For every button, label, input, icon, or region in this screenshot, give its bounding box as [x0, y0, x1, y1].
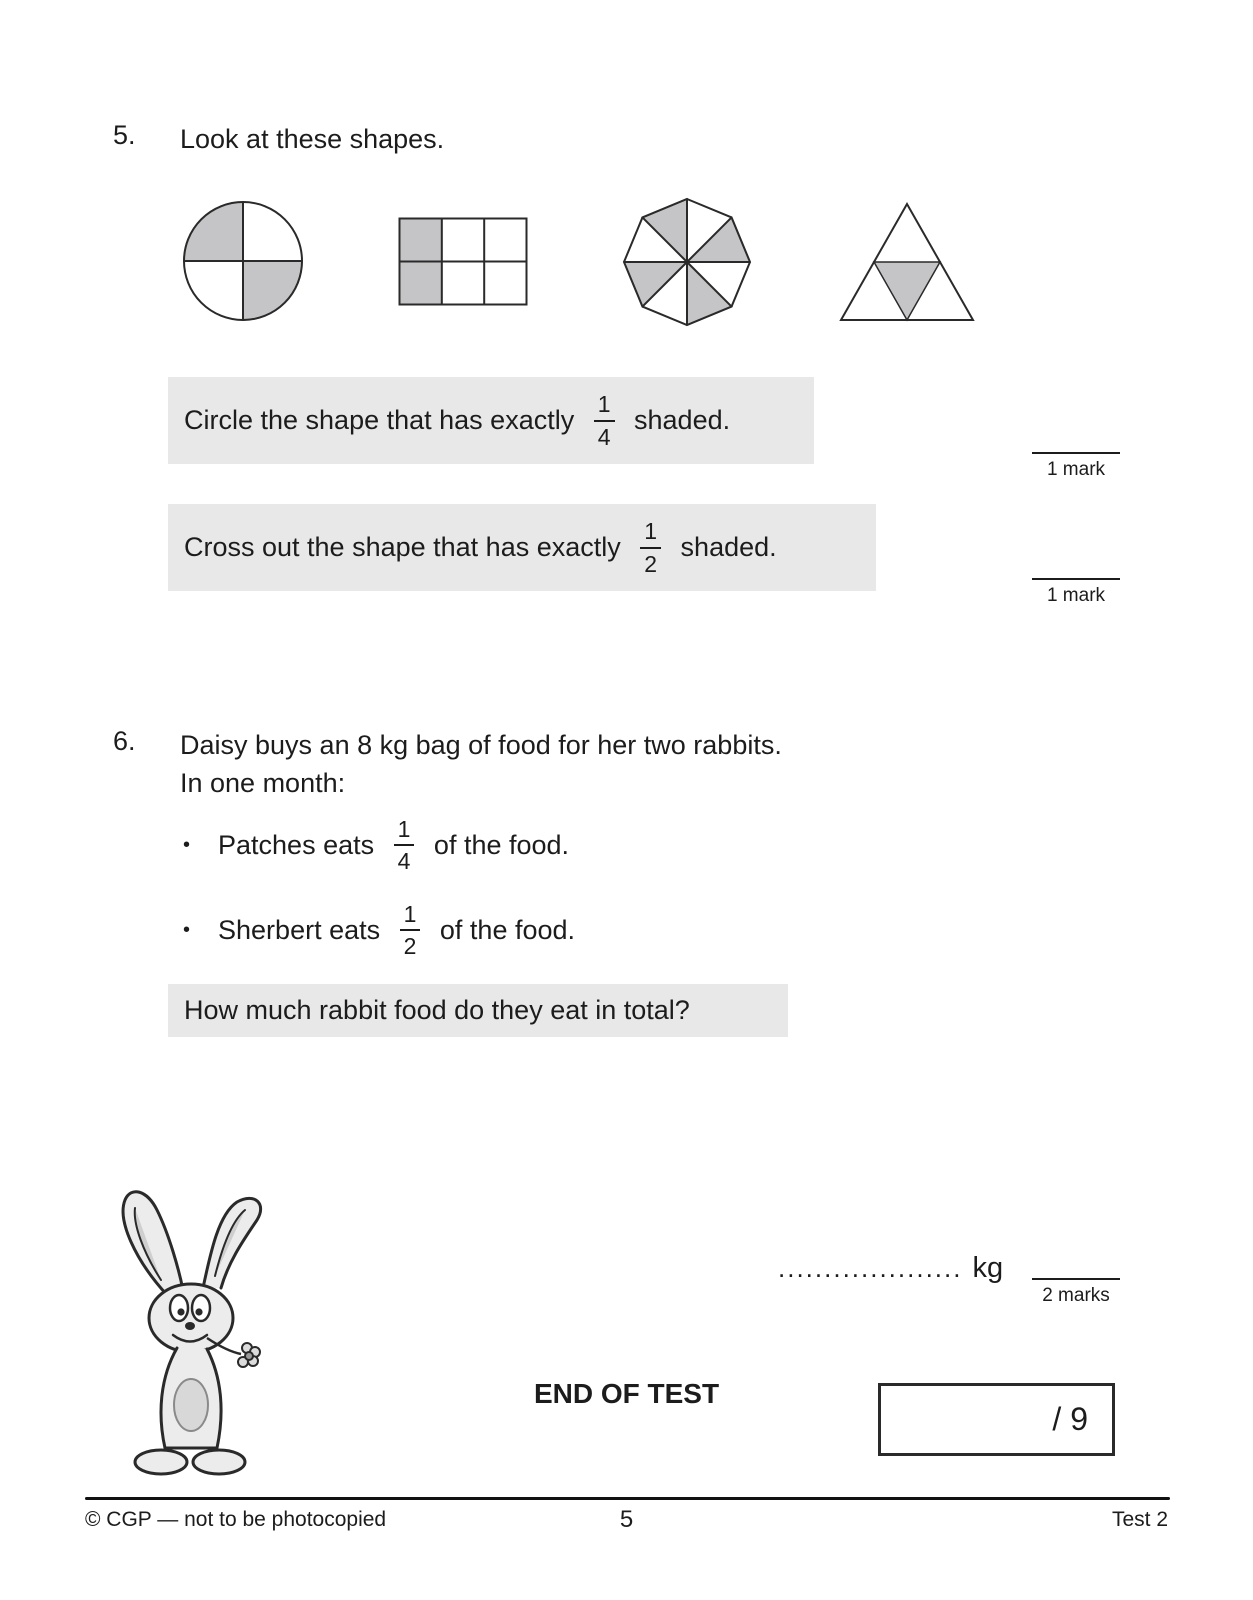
- mark-label: 2 marks: [1042, 1285, 1110, 1306]
- q5-instruction-circle-post: shaded.: [626, 405, 731, 435]
- q5-instruction-cross-pre: Cross out the shape that has exactly: [184, 532, 629, 562]
- bullet-icon: •: [183, 918, 191, 941]
- shape-triangle-quarters: [838, 201, 976, 328]
- q5-mark-1: [1032, 452, 1120, 481]
- footer-rule: [85, 1497, 1170, 1500]
- mark-line: [1032, 578, 1120, 580]
- shape-octagon-eighths: [622, 197, 752, 332]
- q6-answer-line: [778, 1252, 1003, 1285]
- q6-bullet2-post: of the food.: [432, 914, 576, 945]
- q6-question: How much rabbit food do they eat in total?: [168, 984, 788, 1037]
- fraction-one-quarter: $\frac{1}{4}$: [394, 817, 415, 873]
- fraction-one-half: $\frac{1}{2}$: [400, 902, 421, 958]
- footer-test-label: Test 2: [1111, 1508, 1168, 1531]
- q6-marks: [1032, 1278, 1120, 1307]
- q5-prompt: Look at these shapes.: [180, 124, 445, 154]
- shape-circle-quarters: [182, 200, 304, 327]
- shape-rectangle-sixths: [398, 217, 528, 311]
- q6-bullet-sherbert: [183, 897, 575, 963]
- mark-label: 1 mark: [1046, 585, 1106, 606]
- footer-copyright: © CGP — not to be photocopied: [85, 1508, 387, 1531]
- q5-instruction-circle: [168, 377, 814, 464]
- q6-bullet2-pre: Sherbert eats: [218, 914, 388, 945]
- bullet-icon: •: [183, 833, 191, 856]
- end-of-test-label: END OF TEST: [533, 1378, 720, 1409]
- q5-instruction-circle-pre: Circle the shape that has exactly: [184, 405, 582, 435]
- mark-line: [1032, 1278, 1120, 1280]
- q6-bullet1-pre: Patches eats: [218, 829, 382, 860]
- q6-prompt-line1: Daisy buys an 8 kg bag of food for her two rabbits.: [180, 730, 782, 760]
- q6-number: 6.: [113, 726, 136, 756]
- q5-instruction-cross-post: shaded.: [673, 532, 777, 562]
- footer-page-number: 5: [619, 1506, 634, 1533]
- q6-prompt: [180, 726, 782, 802]
- fraction-one-half: $\frac{1}{2}$: [640, 519, 661, 575]
- q6-bullet1-post: of the food.: [426, 829, 570, 860]
- rabbit-illustration: [95, 1180, 300, 1490]
- mark-line: [1032, 452, 1120, 454]
- mark-label: 1 mark: [1046, 459, 1106, 480]
- q5-instruction-cross: [168, 504, 876, 591]
- score-box: [878, 1383, 1115, 1456]
- q6-prompt-line2: In one month:: [180, 768, 346, 798]
- fraction-one-quarter: $\frac{1}{4}$: [594, 392, 615, 448]
- q5-number: 5.: [113, 120, 136, 150]
- answer-dots: ....................: [778, 1253, 963, 1283]
- q6-bullet-patches: [183, 812, 569, 878]
- q5-mark-2: [1032, 578, 1120, 607]
- answer-unit: kg: [972, 1252, 1004, 1284]
- score-total: / 9: [1052, 1401, 1088, 1437]
